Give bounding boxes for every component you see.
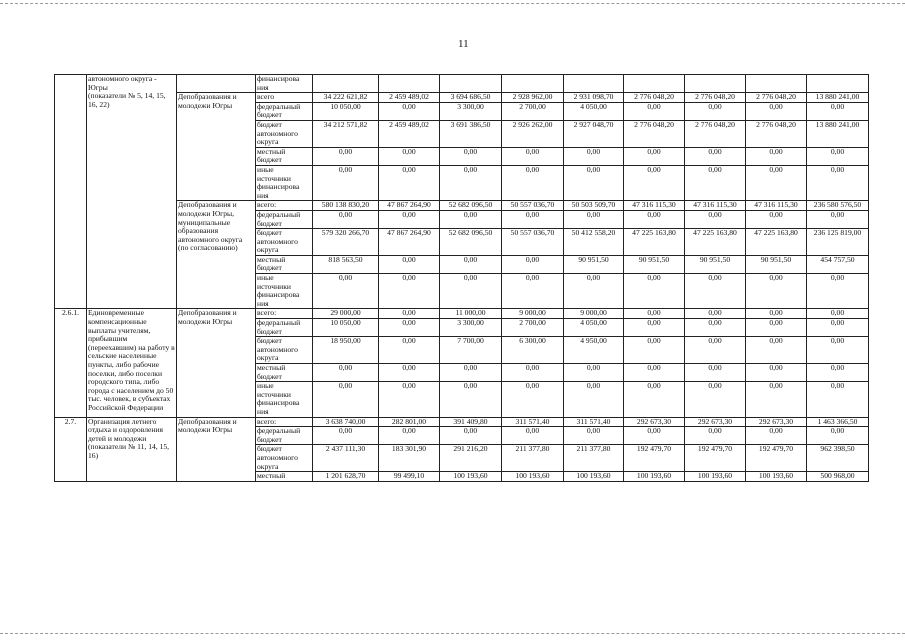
- funding-source-cell: местный бюджет: [256, 255, 313, 273]
- scan-top-border: [0, 3, 905, 4]
- amount-cell: 580 138 830,20: [313, 201, 379, 211]
- amount-cell: 2 931 098,70: [564, 93, 624, 103]
- amount-cell: 10 050,00: [313, 319, 379, 337]
- amount-cell: 0,00: [313, 274, 379, 309]
- amount-cell: 0,00: [746, 165, 807, 200]
- amount-cell: 192 479,70: [624, 445, 685, 472]
- amount-cell: 100 193,60: [564, 472, 624, 482]
- amount-cell: 0,00: [685, 147, 746, 165]
- amount-cell: 292 673,30: [746, 417, 807, 427]
- item-number-cell: 2.7.: [55, 417, 87, 481]
- amount-cell: 0,00: [440, 147, 502, 165]
- funding-source-cell: бюджет автономного округа: [256, 120, 313, 147]
- amount-cell: 0,00: [624, 427, 685, 445]
- amount-cell: 962 398,50: [807, 445, 869, 472]
- amount-cell: 0,00: [440, 382, 502, 417]
- amount-cell: 90 951,50: [564, 255, 624, 273]
- amount-cell: 291 216,20: [440, 445, 502, 472]
- amount-cell: 0,00: [807, 309, 869, 319]
- amount-cell: 0,00: [807, 427, 869, 445]
- funding-source-cell: всего:: [256, 417, 313, 427]
- amount-cell: 0,00: [502, 210, 564, 228]
- amount-cell: 4 050,00: [564, 102, 624, 120]
- amount-cell: 0,00: [685, 210, 746, 228]
- amount-cell: 0,00: [379, 274, 440, 309]
- amount-cell: 0,00: [379, 309, 440, 319]
- amount-cell: 0,00: [440, 210, 502, 228]
- amount-cell: 2 776 048,20: [746, 93, 807, 103]
- amount-cell: 47 316 115,30: [685, 201, 746, 211]
- amount-cell: 0,00: [313, 210, 379, 228]
- amount-cell: 2 776 048,20: [685, 120, 746, 147]
- amount-cell: 0,00: [379, 102, 440, 120]
- amount-cell: [746, 75, 807, 93]
- amount-cell: 47 867 264,90: [379, 201, 440, 211]
- item-number-cell: 2.6.1.: [55, 309, 87, 417]
- amount-cell: 47 316 115,30: [746, 201, 807, 211]
- amount-cell: 0,00: [746, 102, 807, 120]
- amount-cell: 0,00: [807, 102, 869, 120]
- table-row: [55, 309, 869, 319]
- amount-cell: 818 563,50: [313, 255, 379, 273]
- amount-cell: 454 757,50: [807, 255, 869, 273]
- amount-cell: 0,00: [564, 364, 624, 382]
- amount-cell: [313, 75, 379, 93]
- amount-cell: 0,00: [807, 165, 869, 200]
- amount-cell: 2 776 048,20: [746, 120, 807, 147]
- amount-cell: 0,00: [564, 274, 624, 309]
- table-row: [55, 417, 869, 427]
- funding-source-cell: всего:: [256, 309, 313, 319]
- executor-cell: Депобразования и молодежи Югры: [177, 417, 256, 481]
- amount-cell: 0,00: [440, 255, 502, 273]
- amount-cell: 100 193,60: [746, 472, 807, 482]
- amount-cell: 50 557 036,70: [502, 229, 564, 256]
- amount-cell: 47 225 163,80: [685, 229, 746, 256]
- amount-cell: 0,00: [746, 427, 807, 445]
- amount-cell: 99 499,10: [379, 472, 440, 482]
- amount-cell: 236 125 819,00: [807, 229, 869, 256]
- amount-cell: 311 571,40: [502, 417, 564, 427]
- amount-cell: 0,00: [502, 147, 564, 165]
- amount-cell: 52 682 096,50: [440, 201, 502, 211]
- amount-cell: 0,00: [624, 309, 685, 319]
- amount-cell: 2 459 489,02: [379, 93, 440, 103]
- table-row: [55, 93, 869, 103]
- funding-source-cell: иные источники финансирова ния: [256, 274, 313, 309]
- amount-cell: 4 950,00: [564, 337, 624, 364]
- amount-cell: 0,00: [746, 147, 807, 165]
- amount-cell: 34 222 621,82: [313, 93, 379, 103]
- amount-cell: 0,00: [807, 274, 869, 309]
- amount-cell: 3 638 740,00: [313, 417, 379, 427]
- funding-source-cell: всего:: [256, 201, 313, 211]
- amount-cell: 0,00: [313, 382, 379, 417]
- amount-cell: 29 000,00: [313, 309, 379, 319]
- amount-cell: 192 479,70: [746, 445, 807, 472]
- amount-cell: 47 225 163,80: [624, 229, 685, 256]
- funding-source-cell: местный бюджет: [256, 364, 313, 382]
- amount-cell: 0,00: [379, 165, 440, 200]
- amount-cell: 47 225 163,80: [746, 229, 807, 256]
- amount-cell: 211 377,80: [502, 445, 564, 472]
- amount-cell: 50 503 509,70: [564, 201, 624, 211]
- amount-cell: 2 926 262,00: [502, 120, 564, 147]
- amount-cell: 0,00: [746, 319, 807, 337]
- amount-cell: 0,00: [624, 364, 685, 382]
- amount-cell: 3 691 386,50: [440, 120, 502, 147]
- funding-source-cell: местный: [256, 472, 313, 482]
- amount-cell: 0,00: [624, 102, 685, 120]
- amount-cell: 0,00: [379, 364, 440, 382]
- budget-table: [54, 74, 869, 482]
- amount-cell: 0,00: [624, 210, 685, 228]
- amount-cell: 0,00: [685, 274, 746, 309]
- amount-cell: 100 193,60: [624, 472, 685, 482]
- amount-cell: 0,00: [564, 427, 624, 445]
- amount-cell: 0,00: [685, 382, 746, 417]
- amount-cell: 0,00: [807, 147, 869, 165]
- amount-cell: 10 050,00: [313, 102, 379, 120]
- amount-cell: 0,00: [564, 210, 624, 228]
- amount-cell: 0,00: [502, 165, 564, 200]
- amount-cell: 1 201 628,70: [313, 472, 379, 482]
- amount-cell: 90 951,50: [624, 255, 685, 273]
- amount-cell: 2 459 489,02: [379, 120, 440, 147]
- scan-bottom-border: [0, 633, 905, 634]
- amount-cell: 0,00: [746, 210, 807, 228]
- funding-source-cell: федеральный бюджет: [256, 427, 313, 445]
- amount-cell: 292 673,30: [624, 417, 685, 427]
- item-name-cell: автономного округа - Югры (показатели № 5, 14, 15, 16, 22): [87, 75, 177, 309]
- amount-cell: 0,00: [746, 364, 807, 382]
- amount-cell: 0,00: [807, 337, 869, 364]
- amount-cell: 0,00: [379, 427, 440, 445]
- amount-cell: 9 000,00: [564, 309, 624, 319]
- item-number-cell: [55, 75, 87, 309]
- amount-cell: 0,00: [379, 255, 440, 273]
- amount-cell: 2 927 048,70: [564, 120, 624, 147]
- amount-cell: 4 050,00: [564, 319, 624, 337]
- amount-cell: 2 437 111,30: [313, 445, 379, 472]
- amount-cell: 0,00: [624, 274, 685, 309]
- amount-cell: [807, 75, 869, 93]
- amount-cell: 0,00: [685, 427, 746, 445]
- funding-source-cell: федеральный бюджет: [256, 102, 313, 120]
- amount-cell: 0,00: [379, 337, 440, 364]
- amount-cell: 0,00: [685, 165, 746, 200]
- amount-cell: 0,00: [440, 364, 502, 382]
- amount-cell: 0,00: [502, 274, 564, 309]
- amount-cell: 0,00: [624, 337, 685, 364]
- amount-cell: 3 300,00: [440, 102, 502, 120]
- amount-cell: 0,00: [313, 147, 379, 165]
- amount-cell: 0,00: [379, 382, 440, 417]
- funding-source-cell: федеральный бюджет: [256, 319, 313, 337]
- amount-cell: 0,00: [685, 364, 746, 382]
- amount-cell: 90 951,50: [685, 255, 746, 273]
- amount-cell: 3 694 686,50: [440, 93, 502, 103]
- amount-cell: 0,00: [624, 319, 685, 337]
- amount-cell: 0,00: [685, 309, 746, 319]
- table-row: [55, 201, 869, 211]
- amount-cell: 391 409,80: [440, 417, 502, 427]
- amount-cell: 0,00: [807, 382, 869, 417]
- amount-cell: 2 700,00: [502, 319, 564, 337]
- amount-cell: 6 300,00: [502, 337, 564, 364]
- amount-cell: 0,00: [624, 165, 685, 200]
- table-row: [55, 75, 869, 93]
- amount-cell: 47 316 115,30: [624, 201, 685, 211]
- amount-cell: [379, 75, 440, 93]
- amount-cell: 311 571,40: [564, 417, 624, 427]
- amount-cell: 0,00: [624, 382, 685, 417]
- amount-cell: 9 000,00: [502, 309, 564, 319]
- amount-cell: 183 301,90: [379, 445, 440, 472]
- amount-cell: 292 673,30: [685, 417, 746, 427]
- amount-cell: [440, 75, 502, 93]
- page-number: 11: [458, 38, 469, 50]
- executor-cell: Депобразования и молодежи Югры: [177, 309, 256, 417]
- amount-cell: [624, 75, 685, 93]
- funding-source-cell: иные источники финансирова ния: [256, 165, 313, 200]
- amount-cell: 579 320 266,70: [313, 229, 379, 256]
- amount-cell: 0,00: [502, 427, 564, 445]
- amount-cell: 0,00: [379, 210, 440, 228]
- amount-cell: 18 950,00: [313, 337, 379, 364]
- amount-cell: 0,00: [440, 427, 502, 445]
- executor-cell: Депобразования и молодежи Югры, муниципальные образования автономного округа (по согласованию): [177, 201, 256, 309]
- amount-cell: 0,00: [564, 165, 624, 200]
- amount-cell: 0,00: [746, 309, 807, 319]
- funding-source-cell: бюджет автономного округа: [256, 229, 313, 256]
- funding-source-cell: всего: [256, 93, 313, 103]
- amount-cell: 2 776 048,20: [624, 120, 685, 147]
- amount-cell: 0,00: [746, 337, 807, 364]
- amount-cell: 0,00: [685, 337, 746, 364]
- amount-cell: [685, 75, 746, 93]
- amount-cell: 0,00: [502, 382, 564, 417]
- amount-cell: 0,00: [746, 382, 807, 417]
- amount-cell: 47 867 264,90: [379, 229, 440, 256]
- amount-cell: 0,00: [313, 165, 379, 200]
- amount-cell: 0,00: [807, 319, 869, 337]
- amount-cell: 7 700,00: [440, 337, 502, 364]
- amount-cell: 236 580 576,50: [807, 201, 869, 211]
- amount-cell: 0,00: [502, 364, 564, 382]
- amount-cell: 2 700,00: [502, 102, 564, 120]
- funding-source-cell: местный бюджет: [256, 147, 313, 165]
- amount-cell: 2 776 048,20: [685, 93, 746, 103]
- amount-cell: 3 300,00: [440, 319, 502, 337]
- amount-cell: 0,00: [440, 274, 502, 309]
- amount-cell: [502, 75, 564, 93]
- amount-cell: 0,00: [379, 147, 440, 165]
- amount-cell: 0,00: [807, 364, 869, 382]
- amount-cell: 500 968,00: [807, 472, 869, 482]
- amount-cell: 2 776 048,20: [624, 93, 685, 103]
- amount-cell: 100 193,60: [502, 472, 564, 482]
- item-name-cell: Организация летнего отдыха и оздоровления детей и молодежи (показатели № 11, 14, 15, 16): [87, 417, 177, 481]
- amount-cell: 1 463 366,50: [807, 417, 869, 427]
- amount-cell: 0,00: [685, 102, 746, 120]
- executor-cell: [177, 75, 256, 93]
- amount-cell: [564, 75, 624, 93]
- amount-cell: 0,00: [685, 319, 746, 337]
- amount-cell: 0,00: [502, 255, 564, 273]
- amount-cell: 0,00: [807, 210, 869, 228]
- amount-cell: 0,00: [624, 147, 685, 165]
- amount-cell: 100 193,60: [685, 472, 746, 482]
- amount-cell: 0,00: [440, 165, 502, 200]
- amount-cell: 211 377,80: [564, 445, 624, 472]
- amount-cell: 0,00: [379, 319, 440, 337]
- amount-cell: 100 193,60: [440, 472, 502, 482]
- amount-cell: 0,00: [564, 382, 624, 417]
- amount-cell: 0,00: [746, 274, 807, 309]
- funding-source-cell: федеральный бюджет: [256, 210, 313, 228]
- amount-cell: 50 557 036,70: [502, 201, 564, 211]
- funding-source-cell: иные источники финансирова ния: [256, 382, 313, 417]
- amount-cell: 50 412 558,20: [564, 229, 624, 256]
- amount-cell: 34 212 571,82: [313, 120, 379, 147]
- funding-source-cell: бюджет автономного округа: [256, 337, 313, 364]
- amount-cell: 90 951,50: [746, 255, 807, 273]
- amount-cell: 0,00: [313, 427, 379, 445]
- funding-source-cell: бюджет автономного округа: [256, 445, 313, 472]
- amount-cell: 2 928 962,00: [502, 93, 564, 103]
- item-name-cell: Единовременные компенсационные выплаты учителям, прибывшим (переехавшим) на работу в сельские населенные пункты, либо рабочие поселки, либо поселки городского типа, либо города с населением до 50 тыс. человек, в субъектах Российской Федерации: [87, 309, 177, 417]
- amount-cell: 282 801,00: [379, 417, 440, 427]
- amount-cell: 52 682 096,50: [440, 229, 502, 256]
- amount-cell: 0,00: [313, 364, 379, 382]
- amount-cell: 0,00: [564, 147, 624, 165]
- amount-cell: 13 880 241,00: [807, 120, 869, 147]
- amount-cell: 13 880 241,00: [807, 93, 869, 103]
- amount-cell: 11 000,00: [440, 309, 502, 319]
- executor-cell: Депобразования и молодежи Югры: [177, 93, 256, 201]
- amount-cell: 192 479,70: [685, 445, 746, 472]
- funding-source-cell: финансирова ния: [256, 75, 313, 93]
